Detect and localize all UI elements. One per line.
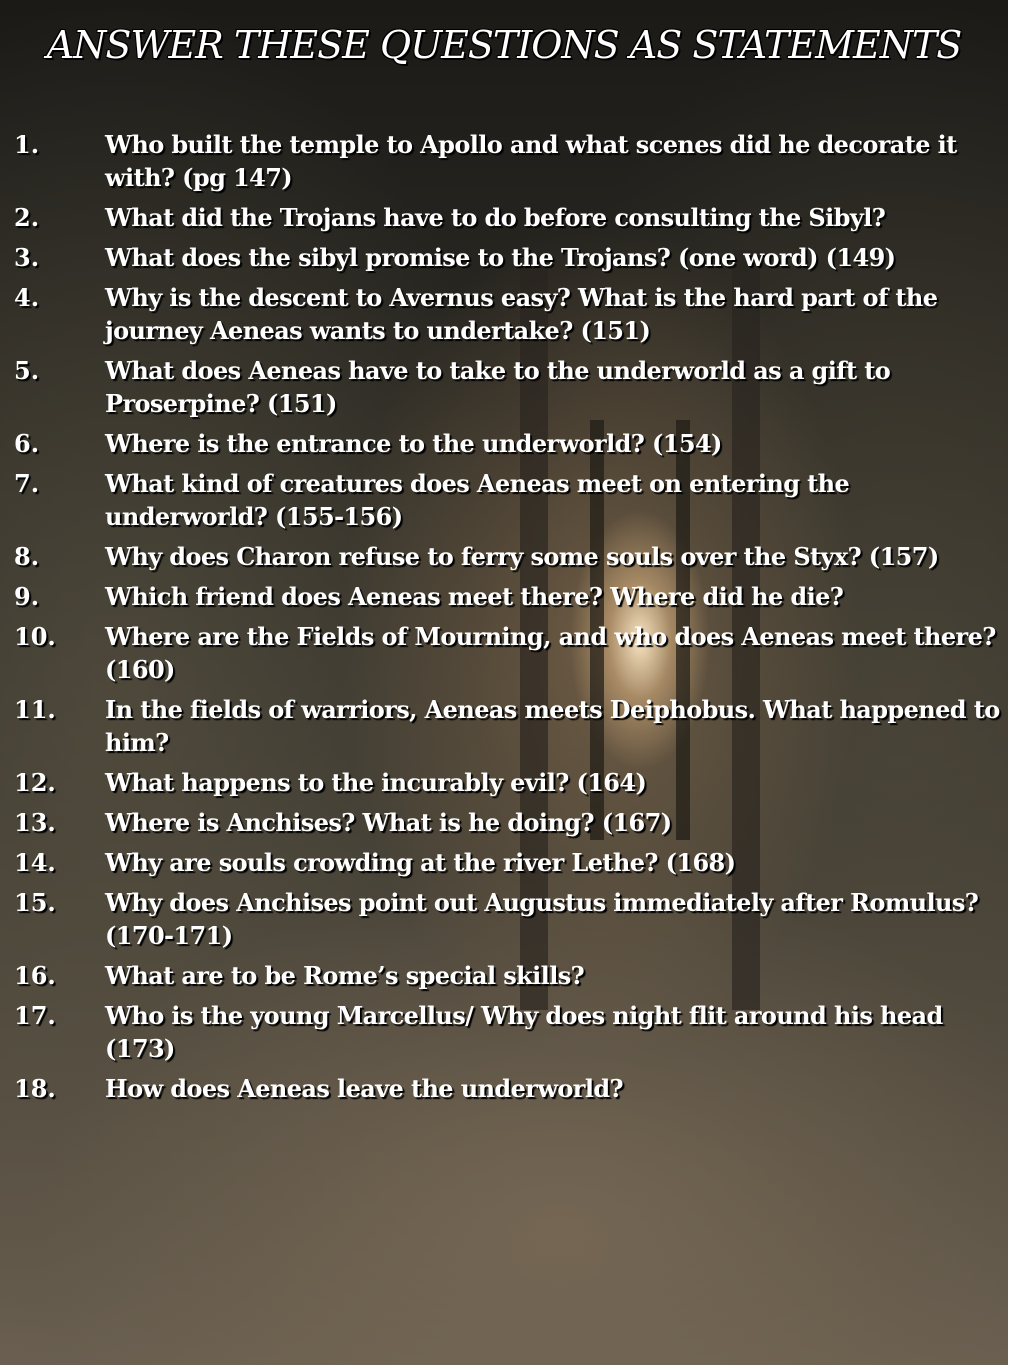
- item-number: 15.: [14, 888, 56, 917]
- question-text: What does Aeneas have to take to the underworld as a gift to Proserpine? (151): [105, 356, 891, 418]
- list-item: [14, 693, 1004, 759]
- list-item: [14, 354, 1004, 420]
- list-item: [14, 846, 1004, 879]
- item-number: 3.: [14, 243, 40, 272]
- list-item: [14, 241, 1004, 274]
- item-number: 13.: [14, 808, 56, 837]
- question-text: Who built the temple to Apollo and what scenes did he decorate it with? (pg 147): [105, 130, 957, 192]
- page-title: ANSWER THESE QUESTIONS AS STATEMENTS: [46, 23, 962, 67]
- question-text: How does Aeneas leave the underworld?: [105, 1074, 623, 1103]
- list-item: [14, 201, 1004, 234]
- list-item: [14, 1072, 1004, 1105]
- question-text: Where are the Fields of Mourning, and who does Aeneas meet there? (160): [105, 622, 996, 684]
- item-number: 11.: [14, 695, 56, 724]
- list-item: [14, 806, 1004, 839]
- item-number: 14.: [14, 848, 56, 877]
- item-number: 9.: [14, 582, 40, 611]
- item-number: 10.: [14, 622, 56, 651]
- question-list: [14, 128, 1004, 1112]
- list-item: [14, 886, 1004, 952]
- item-number: 5.: [14, 356, 40, 385]
- list-item: [14, 281, 1004, 347]
- question-text: Where is Anchises? What is he doing? (167): [105, 808, 672, 837]
- question-text: Why are souls crowding at the river Lethe? (168): [105, 848, 736, 877]
- list-item: [14, 999, 1004, 1065]
- item-number: 6.: [14, 429, 40, 458]
- question-text: Why does Charon refuse to ferry some souls over the Styx? (157): [105, 542, 939, 571]
- item-number: 1.: [14, 130, 40, 159]
- question-text: What happens to the incurably evil? (164): [105, 768, 647, 797]
- question-text: What does the sibyl promise to the Trojans? (one word) (149): [105, 243, 896, 272]
- question-text: Which friend does Aeneas meet there? Where did he die?: [105, 582, 844, 611]
- question-text: Why is the descent to Avernus easy? What is the hard part of the journey Aeneas wants to undertake? (151): [105, 283, 938, 345]
- item-number: 2.: [14, 203, 40, 232]
- item-number: 18.: [14, 1074, 56, 1103]
- list-item: [14, 766, 1004, 799]
- item-number: 4.: [14, 283, 40, 312]
- question-text: What kind of creatures does Aeneas meet on entering the underworld? (155-156): [105, 469, 850, 531]
- question-text: Where is the entrance to the underworld? (154): [105, 429, 722, 458]
- question-text: Why does Anchises point out Augustus immediately after Romulus? (170-171): [105, 888, 979, 950]
- question-text: In the fields of warriors, Aeneas meets Deiphobus. What happened to him?: [105, 695, 1000, 757]
- item-number: 8.: [14, 542, 40, 571]
- item-number: 12.: [14, 768, 56, 797]
- list-item: [14, 540, 1004, 573]
- list-item: [14, 427, 1004, 460]
- question-text: What are to be Rome’s special skills?: [105, 961, 585, 990]
- item-number: 16.: [14, 961, 56, 990]
- item-number: 7.: [14, 469, 40, 498]
- list-item: [14, 128, 1004, 194]
- list-item: [14, 620, 1004, 686]
- question-text: What did the Trojans have to do before consulting the Sibyl?: [105, 203, 886, 232]
- question-text: Who is the young Marcellus/ Why does night flit around his head (173): [105, 1001, 943, 1063]
- list-item: [14, 467, 1004, 533]
- list-item: [14, 959, 1004, 992]
- list-item: [14, 580, 1004, 613]
- item-number: 17.: [14, 1001, 56, 1030]
